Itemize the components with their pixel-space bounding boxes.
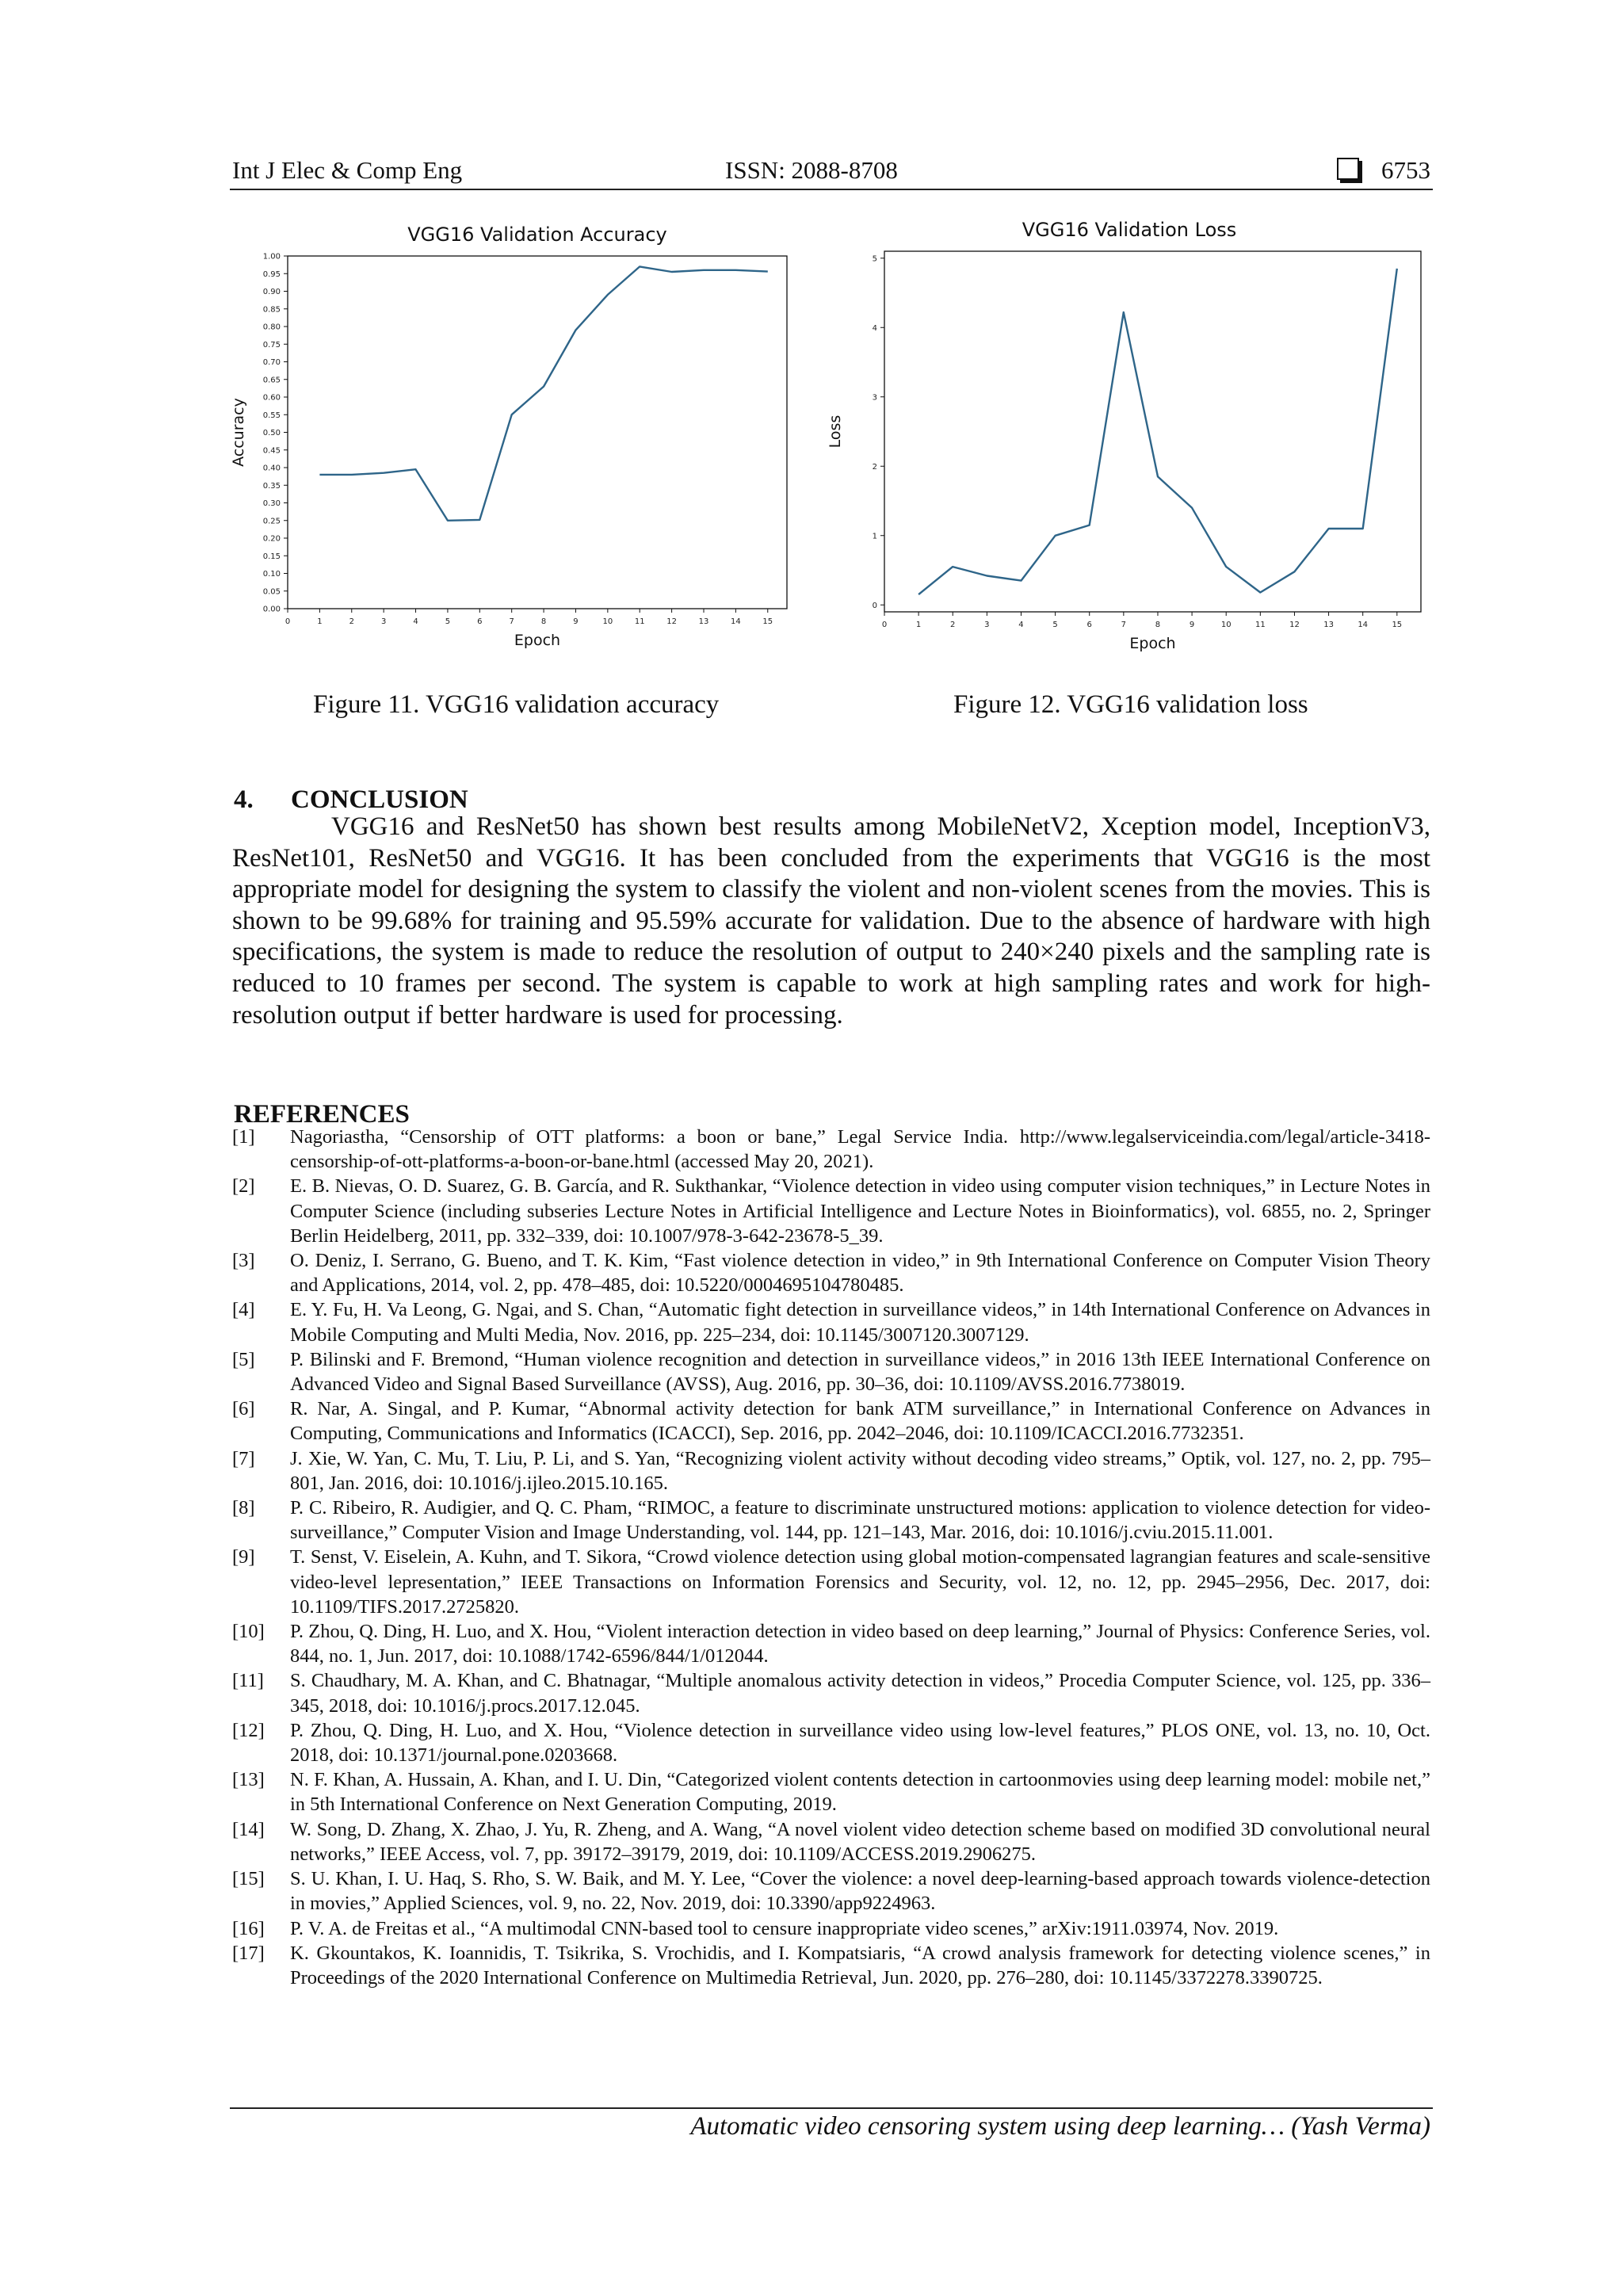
reference-text: P. Zhou, Q. Ding, H. Luo, and X. Hou, “Violence detection in surveillance video using low-level features,” PLOS ONE, vol. 13, no. 10, Oct. 2018, doi: 10.1371/journal.pone.0203668.: [290, 1719, 1430, 1767]
x-tick-label: 14: [731, 617, 741, 626]
x-tick-label: 11: [1254, 621, 1266, 629]
loss-chart-svg: [827, 210, 1442, 662]
x-tick-label: 6: [477, 617, 483, 626]
y-tick-label: 0.00: [262, 605, 281, 614]
reference-number: [6]: [232, 1398, 255, 1420]
x-tick-label: 13: [698, 617, 709, 626]
x-axis-label: Epoch: [1129, 635, 1176, 652]
references-heading: REFERENCES: [234, 1100, 410, 1129]
reference-item: [232, 1545, 1430, 1619]
x-tick-label: 10: [602, 617, 613, 626]
x-tick-label: 1: [317, 617, 323, 626]
x-tick-label: 12: [1289, 621, 1300, 629]
reference-text: R. Nar, A. Singal, and P. Kumar, “Abnormal activity detection for bank ATM surveillance,” in International Conference on Advances in Computing, Communications and Informatics (ICACCI), Sep. 2016, pp. 2042–2046, doi: 10.1109/ICACCI.2016.7732351.: [290, 1398, 1430, 1445]
y-tick-label: 0.75: [262, 340, 281, 350]
y-tick-label: 1.00: [262, 252, 281, 262]
reference-number: [16]: [232, 1917, 265, 1939]
x-tick-label: 11: [634, 617, 645, 626]
x-tick-label: 3: [380, 617, 387, 626]
y-axis-label: Loss: [827, 415, 844, 449]
y-tick-label: 0.05: [262, 587, 281, 597]
reference-item: [232, 1817, 1430, 1866]
conclusion-paragraph: VGG16 and ResNet50 has shown best results among MobileNetV2, Xception model, InceptionV3, ResNet101, ResNet50 and VGG16. It has been concluded from the experiments that VGG16 is the most appropriate model for designing the system to classify the violent and non-violent scenes from the movies. This is shown to be 99.68% for training and 95.59% accurate for validation. Due to the absence of hardware with high specifications, the system is made to reduce the resolution of output to 240×240 pixels and the sampling rate is reduced to 10 frames per second. The system is capable to work at high sampling rates and work for high-resolution output if better hardware is used for processing.: [232, 812, 1430, 1030]
y-tick-label: 5: [872, 254, 877, 264]
y-tick-label: 0.15: [262, 552, 281, 561]
y-tick-label: 0.35: [262, 481, 281, 491]
reference-text: S. U. Khan, I. U. Haq, S. Rho, S. W. Baik, and M. Y. Lee, “Cover the violence: a novel deep-learning-based approach towards violence-detection in movies,” Applied Sciences, vol. 9, no. 22, Nov. 2019, doi: 10.3390/app9224963.: [290, 1868, 1430, 1915]
x-tick-label: 0: [881, 621, 888, 629]
y-tick-label: 0.40: [262, 464, 281, 473]
chart-title: VGG16 Validation Loss: [1022, 219, 1237, 241]
reference-number: [1]: [232, 1126, 255, 1148]
reference-number: [11]: [232, 1670, 264, 1692]
reference-number: [15]: [232, 1868, 265, 1890]
running-header-issn: ISSN: 2088-8708: [725, 156, 898, 184]
reference-text: P. Bilinski and F. Bremond, “Human violence recognition and detection in surveillance videos,” in 2016 13th IEEE International Conference on Advanced Video and Signal Based Surveillance (AVSS), Aug. 2016, pp. 30–36, doi: 10.1109/AVSS.2016.7738019.: [290, 1348, 1430, 1396]
y-axis-label: Accuracy: [230, 398, 247, 467]
x-tick-label: 8: [1155, 621, 1161, 629]
reference-text: K. Gkountakos, K. Ioannidis, T. Tsikrika, S. Vrochidis, and I. Kompatsiaris, “A crowd analysis framework for detecting violence scenes,” in Proceedings of the 2020 International Conference on Multimedia Retrieval, Jun. 2020, pp. 276–280, doi: 10.1145/3372278.3390725.: [290, 1942, 1430, 1988]
figure-11-chart: [222, 214, 808, 658]
x-tick-label: 15: [762, 617, 773, 626]
y-tick-label: 0.20: [262, 534, 281, 544]
figure-11-caption: Figure 11. VGG16 validation accuracy: [313, 690, 720, 719]
x-tick-label: 4: [1018, 621, 1024, 629]
y-tick-label: 0.60: [262, 393, 281, 403]
x-tick-label: 12: [666, 617, 677, 626]
y-tick-label: 0.10: [262, 570, 281, 579]
reference-number: [2]: [232, 1175, 255, 1198]
reference-item: [232, 1125, 1430, 1174]
reference-text: N. F. Khan, A. Hussain, A. Khan, and I. U. Din, “Categorized violent contents detection in cartoonmovies using deep learning model: mobile net,” in 5th International Conference on Next Generation Computing, 2019.: [290, 1769, 1430, 1816]
reference-text: T. Senst, V. Eiselein, A. Kuhn, and T. Sikora, “Crowd violence detection using global motion-compensated lagrangian features and scale-sensitive video-level lepresentation,” IEEE Transactions on Information Forensics and Security, vol. 12, no. 12, pp. 2945–2956, Dec. 2017, doi: 10.1109/TIFS.2017.2725820.: [290, 1546, 1430, 1618]
x-tick-label: 9: [573, 617, 579, 626]
y-tick-label: 0: [872, 601, 877, 610]
x-tick-label: 2: [950, 621, 956, 629]
reference-item: [232, 1174, 1430, 1248]
x-tick-label: 14: [1358, 621, 1369, 629]
reference-item: [232, 1619, 1430, 1668]
x-tick-label: 13: [1323, 621, 1334, 629]
x-tick-label: 2: [349, 617, 354, 626]
y-tick-label: 3: [872, 393, 877, 403]
x-tick-label: 5: [1052, 621, 1058, 629]
reference-number: [5]: [232, 1348, 255, 1370]
section-number: 4.: [234, 785, 254, 814]
x-tick-label: 7: [1121, 621, 1127, 629]
y-tick-label: 0.25: [262, 517, 281, 526]
section-title: CONCLUSION: [291, 785, 468, 814]
series-line: [918, 269, 1397, 594]
reference-number: [13]: [232, 1769, 265, 1791]
reference-text: P. C. Ribeiro, R. Audigier, and Q. C. Pham, “RIMOC, a feature to discriminate unstructured motions: application to violence detection for video-surveillance,” Computer Vision and Image Understanding, vol. 144, pp. 121–143, Mar. 2016, doi: 10.1016/j.cviu.2015.11.001.: [290, 1497, 1430, 1544]
x-tick-label: 15: [1392, 621, 1403, 629]
accuracy-chart-svg: [222, 214, 808, 658]
reference-item: [232, 1767, 1430, 1817]
reference-number: [7]: [232, 1447, 255, 1469]
running-footer: Automatic video censoring system using deep learning… (Yash Verma): [690, 2112, 1430, 2141]
reference-text: S. Chaudhary, M. A. Khan, and C. Bhatnagar, “Multiple anomalous activity detection in videos,” Procedia Computer Science, vol. 125, pp. 336–345, 2018, doi: 10.1016/j.procs.2017.12.045.: [290, 1670, 1430, 1717]
reference-number: [8]: [232, 1497, 255, 1519]
x-tick-label: 0: [285, 617, 291, 626]
plot-frame: [884, 251, 1421, 612]
reference-number: [3]: [232, 1250, 255, 1272]
figure-12-caption: Figure 12. VGG16 validation loss: [953, 690, 1308, 719]
reference-item: [232, 1446, 1430, 1496]
y-tick-label: 0.30: [262, 499, 281, 508]
square-icon: [1337, 158, 1359, 180]
reference-number: [9]: [232, 1546, 255, 1568]
reference-item: [232, 1718, 1430, 1767]
reference-text: E. B. Nievas, O. D. Suarez, G. B. García, and R. Sukthankar, “Violence detection in video using computer vision techniques,” in Lecture Notes in Computer Science (including subseries Lecture Notes in Artificial Intelligence and Lecture Notes in Bioinformatics), vol. 6855, no. 2, Springer Berlin Heidelberg, 2011, pp. 332–339, doi: 10.1007/978-3-642-23678-5_39.: [290, 1175, 1430, 1247]
y-tick-label: 0.80: [262, 323, 281, 332]
figure-12-chart: [827, 210, 1442, 662]
x-tick-label: 10: [1220, 621, 1232, 629]
reference-number: [17]: [232, 1942, 265, 1964]
x-tick-label: 7: [509, 617, 514, 626]
x-tick-label: 5: [445, 617, 451, 626]
reference-text: O. Deniz, I. Serrano, G. Bueno, and T. K. Kim, “Fast violence detection in video,” in 9th International Conference on Computer Vision Theory and Applications, 2014, vol. 2, pp. 478–485, doi: 10.5220/0004695104780485.: [290, 1250, 1430, 1297]
y-tick-label: 0.65: [262, 376, 281, 385]
reference-text: J. Xie, W. Yan, C. Mu, T. Liu, P. Li, and S. Yan, “Recognizing violent activity without decoding video streams,” Optik, vol. 127, no. 2, pp. 795–801, Jan. 2016, doi: 10.1016/j.ijleo.2015.10.165.: [290, 1447, 1430, 1494]
reference-text: W. Song, D. Zhang, X. Zhao, J. Yu, R. Zheng, and A. Wang, “A novel violent video detection scheme based on modified 3D convolutional neural networks,” IEEE Access, vol. 7, pp. 39172–39179, 2019, doi: 10.1109/ACCESS.2019.2906275.: [290, 1818, 1430, 1865]
y-tick-label: 2: [872, 462, 877, 472]
reference-text: P. Zhou, Q. Ding, H. Luo, and X. Hou, “Violent interaction detection in video based on deep learning,” Journal of Physics: Conference Series, vol. 844, no. 1, Jun. 2017, doi: 10.1088/1742-6596/844/1/012044.: [290, 1621, 1430, 1668]
reference-text: P. V. A. de Freitas et al., “A multimodal CNN-based tool to censure inappropriate video scenes,” arXiv:1911.03974, Nov. 2019.: [290, 1917, 1279, 1939]
reference-number: [12]: [232, 1719, 265, 1741]
references-list: [232, 1125, 1430, 1990]
x-tick-label: 4: [413, 617, 418, 626]
y-tick-label: 0.85: [262, 305, 281, 315]
y-tick-label: 0.55: [262, 411, 281, 420]
reference-item: [232, 1347, 1430, 1396]
reference-item: [232, 1396, 1430, 1446]
x-tick-label: 9: [1189, 621, 1195, 629]
y-tick-label: 4: [872, 323, 877, 333]
y-tick-label: 0.90: [262, 288, 281, 296]
reference-number: [4]: [232, 1299, 255, 1321]
series-line: [319, 266, 767, 520]
reference-text: Nagoriastha, “Censorship of OTT platforms: a boon or bane,” Legal Service India. http://www.legalserviceindia.com/legal/article-3418-censorship-of-ott-platforms-a-boon-or-bane.html (accessed May 20, 2021).: [290, 1126, 1430, 1173]
reference-number: [10]: [232, 1621, 265, 1643]
x-axis-label: Epoch: [514, 632, 561, 649]
x-tick-label: 1: [915, 621, 922, 629]
plot-frame: [288, 256, 787, 609]
y-tick-label: 0.95: [262, 269, 281, 279]
reference-item: [232, 1941, 1430, 1990]
reference-item: [232, 1496, 1430, 1545]
reference-item: [232, 1866, 1430, 1916]
page-number: 6753: [1381, 156, 1430, 184]
y-tick-label: 1: [872, 532, 877, 541]
reference-number: [14]: [232, 1818, 265, 1840]
x-tick-label: 3: [984, 621, 990, 629]
reference-item: [232, 1248, 1430, 1297]
x-tick-label: 6: [1086, 621, 1092, 629]
reference-item: [232, 1297, 1430, 1347]
running-header-journal: Int J Elec & Comp Eng: [232, 156, 463, 184]
y-tick-label: 0.50: [262, 429, 281, 437]
running-header-page: [1337, 155, 1430, 186]
reference-text: E. Y. Fu, H. Va Leong, G. Ngai, and S. Chan, “Automatic fight detection in surveillance videos,” in 14th International Conference on Advances in Mobile Computing and Multi Media, Nov. 2016, pp. 225–234, doi: 10.1145/3007120.3007129.: [290, 1299, 1430, 1346]
reference-item: [232, 1668, 1430, 1717]
header-rule: [230, 189, 1433, 190]
reference-item: [232, 1916, 1430, 1941]
y-tick-label: 0.45: [262, 446, 281, 456]
chart-title: VGG16 Validation Accuracy: [407, 223, 667, 246]
y-tick-label: 0.70: [262, 358, 281, 367]
x-tick-label: 8: [540, 617, 547, 626]
